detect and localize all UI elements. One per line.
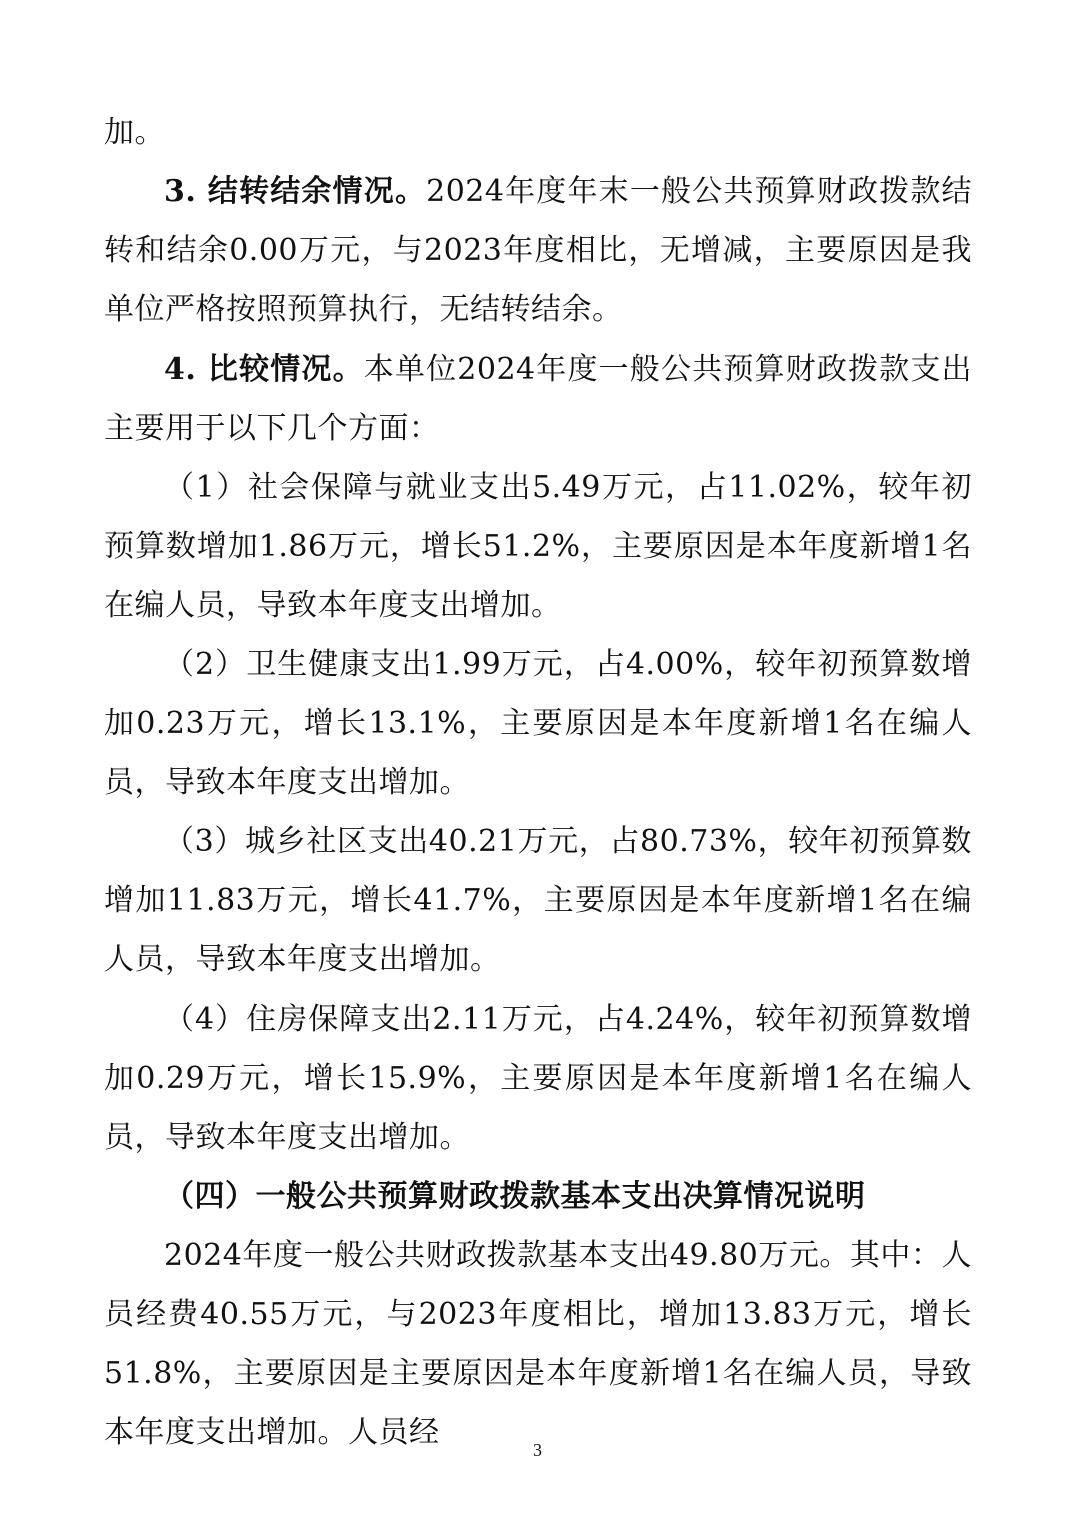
paragraph-item-urban-rural <box>104 812 972 989</box>
paragraph-comparison <box>104 340 972 458</box>
paragraph-item-housing <box>104 990 972 1167</box>
paragraph-text: （3）城乡社区支出40.21万元，占80.73%，较年初预算数增加11.83万元，增长41.7%，主要原因是本年度新增1名在编人员，导致本年度支出增加。 <box>104 824 972 977</box>
paragraph-text: 加。 <box>104 115 165 150</box>
paragraph-text: 2024年度年末一般公共预算财政拨款结转和结余0.00万元，与2023年度相比，无增减，主要原因是我单位严格按照预算执行，无结转结余。 <box>104 174 972 327</box>
section-heading: （四）一般公共预算财政拨款基本支出决算情况说明 <box>164 1179 866 1214</box>
paragraph-text: （4）住房保障支出2.11万元，占4.24%，较年初预算数增加0.29万元，增长15.9%，主要原因是本年度新增1名在编人员，导致本年度支出增加。 <box>104 1002 972 1155</box>
paragraph-continuation <box>104 103 972 162</box>
paragraph-text: 本单位2024年度一般公共预算财政拨款支出主要用于以下几个方面： <box>104 352 972 446</box>
page-number: 3 <box>533 1440 542 1460</box>
paragraph-lead: 3. 结转结余情况。 <box>164 174 427 209</box>
paragraph-text: （1）社会保障与就业支出5.49万元，占11.02%，较年初预算数增加1.86万元，增长51.2%，主要原因是本年度新增1名在编人员，导致本年度支出增加。 <box>104 470 972 623</box>
paragraph-lead: 4. 比较情况。 <box>164 352 364 387</box>
paragraph-carryover-balance <box>104 162 972 339</box>
paragraph-text: 2024年度一般公共财政拨款基本支出49.80万元。其中：人员经费40.55万元，与2023年度相比，增加13.83万元，增长51.8%，主要原因是主要原因是本年度新增1名在编人员，导致本年度支出增加。人员经 <box>104 1238 972 1450</box>
paragraph-basic-expenditure <box>104 1226 972 1462</box>
paragraph-text: （2）卫生健康支出1.99万元，占4.00%，较年初预算数增加0.23万元，增长13.1%，主要原因是本年度新增1名在编人员，导致本年度支出增加。 <box>104 647 972 800</box>
paragraph-item-social-security <box>104 458 972 635</box>
paragraph-item-health <box>104 635 972 812</box>
